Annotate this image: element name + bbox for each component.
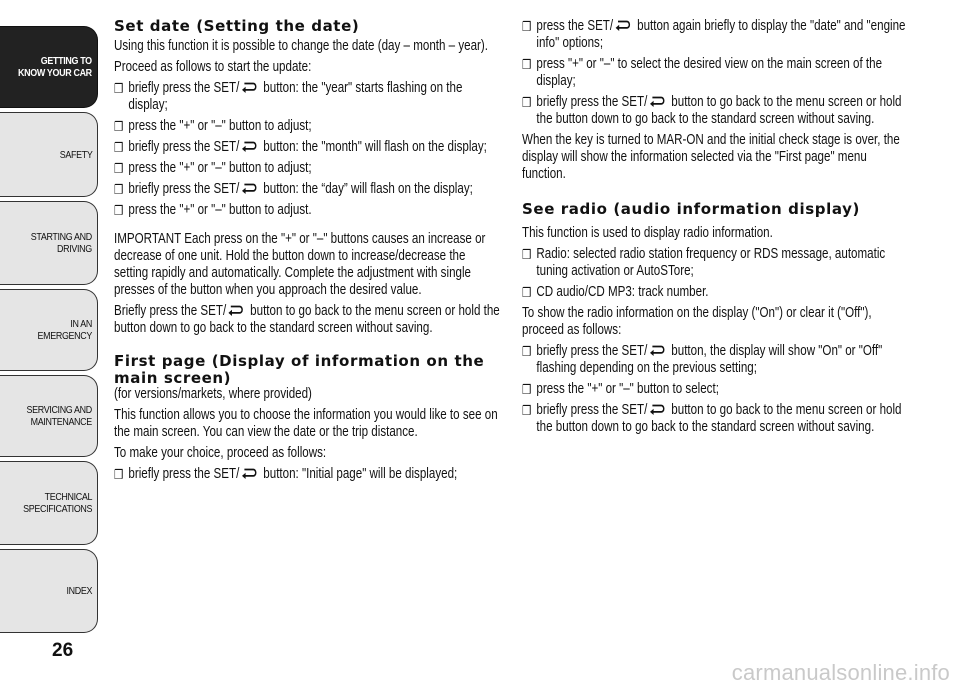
watermark: carmanualsonline.info	[731, 660, 950, 685]
set-date-heading: Set date (Setting the date)	[114, 17, 360, 35]
chapter-tabs	[0, 0, 99, 686]
checkbox-bullet-icon: ❒	[522, 344, 532, 359]
list-item: ❒ press the "+" or "–" button to adjust.	[114, 202, 312, 218]
set-return-arrow-icon	[228, 304, 244, 316]
page-number: 26	[52, 640, 74, 661]
mar-on-note: When the key is turned to MAR-ON and the initial check stage is over, the display will show the information selected via the "First page" menu function.	[522, 132, 900, 182]
list-item: ❒ briefly press the SET/ button: "Initial page" will be displayed;	[114, 466, 458, 482]
checkbox-bullet-icon: ❒	[114, 467, 124, 482]
see-radio-heading: See radio (audio information display)	[522, 200, 860, 218]
list-item: ❒ briefly press the SET/ button to go back to the menu screen or hold the button down to go back to the standard screen without saving.	[522, 94, 902, 127]
set-date-proceed: Proceed as follows to start the update:	[114, 59, 312, 75]
list-item: ❒ press "+" or "–" to select the desired view on the main screen of the display;	[522, 56, 883, 89]
checkbox-bullet-icon: ❒	[522, 57, 532, 72]
tab-starting-and-driving[interactable]: STARTING AND DRIVING	[0, 201, 98, 285]
checkbox-bullet-icon: ❒	[114, 182, 124, 197]
list-item: ❒ CD audio/CD MP3: track number.	[522, 284, 709, 300]
right-column	[522, 18, 912, 440]
list-item: ❒ briefly press the SET/ button: the “day” will flash on the display;	[114, 181, 473, 197]
set-return-arrow-icon	[649, 403, 665, 415]
set-return-arrow-icon	[241, 467, 257, 479]
tab-safety[interactable]: SAFETY	[0, 112, 98, 197]
see-radio-show: To show the radio information on the display ("On") or clear it ("Off"), proceed as follows:	[522, 305, 872, 338]
tab-in-an-emergency[interactable]: IN AN EMERGENCY	[0, 289, 98, 371]
checkbox-bullet-icon: ❒	[114, 203, 124, 218]
checkbox-bullet-icon: ❒	[522, 247, 532, 262]
tab-getting-to-know-your-car[interactable]: GETTING TO KNOW YOUR CAR	[0, 26, 98, 108]
see-radio-intro: This function is used to display radio information.	[522, 225, 773, 241]
first-page-heading: First page (Display of information on the main screen)	[114, 352, 485, 387]
checkbox-bullet-icon: ❒	[522, 403, 532, 418]
checkbox-bullet-icon: ❒	[114, 140, 124, 155]
list-item: ❒ press the "+" or "–" button to adjust;	[114, 160, 312, 176]
first-page-note: (for versions/markets, where provided)	[114, 386, 312, 402]
set-return-arrow-icon	[649, 95, 665, 107]
set-return-arrow-icon	[241, 81, 257, 93]
list-item: ❒ press the "+" or "–" button to adjust;	[114, 118, 312, 134]
first-page-intro: This function allows you to choose the information you would like to see on the main screen. You can view the date or the trip distance.	[114, 407, 498, 440]
left-column	[114, 18, 500, 487]
tab-technical-specifications[interactable]: TECHNICAL SPECIFICATIONS	[0, 461, 98, 545]
set-return-arrow-icon	[615, 19, 631, 31]
checkbox-bullet-icon: ❒	[522, 19, 532, 34]
checkbox-bullet-icon: ❒	[522, 382, 532, 397]
checkbox-bullet-icon: ❒	[522, 285, 532, 300]
tab-servicing-and-maintenance[interactable]: SERVICING AND MAINTENANCE	[0, 375, 98, 457]
list-item: ❒ briefly press the SET/ button: the "year" starts flashing on the display;	[114, 80, 463, 113]
checkbox-bullet-icon: ❒	[522, 95, 532, 110]
list-item: ❒ briefly press the SET/ button to go back to the menu screen or hold the button down to go back to the standard screen without saving.	[522, 402, 902, 435]
checkbox-bullet-icon: ❒	[114, 81, 124, 96]
list-item: ❒ briefly press the SET/ button, the display will show "On" or "Off" flashing depending on the previous setting;	[522, 343, 883, 376]
set-return-arrow-icon	[241, 140, 257, 152]
set-date-intro: Using this function it is possible to change the date (day – month – year).	[114, 38, 488, 54]
set-return-arrow-icon	[241, 182, 257, 194]
set-return-arrow-icon	[649, 344, 665, 356]
list-item: ❒ press the SET/ button again briefly to display the "date" and "engine info" options;	[522, 18, 906, 51]
list-item: ❒ press the "+" or "–" button to select;	[522, 381, 719, 397]
list-item: ❒ briefly press the SET/ button: the "month" will flash on the display;	[114, 139, 487, 155]
important-note: IMPORTANT Each press on the "+" or "–" buttons causes an increase or decrease of one unit. Hold the button down to increase/decrease the setting rapidly and automatically. Complete the adjustment with single presses of the button when you approach the desired value.	[114, 231, 486, 298]
back-instruction: Briefly press the SET/ button to go back to the menu screen or hold the button down to go back to the standard screen without saving.	[114, 303, 500, 336]
tab-index[interactable]: INDEX	[0, 549, 98, 633]
checkbox-bullet-icon: ❒	[114, 161, 124, 176]
first-page-proceed: To make your choice, proceed as follows:	[114, 445, 327, 461]
list-item: ❒ Radio: selected radio station frequency or RDS message, automatic tuning activation or AutoSTore;	[522, 246, 886, 279]
checkbox-bullet-icon: ❒	[114, 119, 124, 134]
